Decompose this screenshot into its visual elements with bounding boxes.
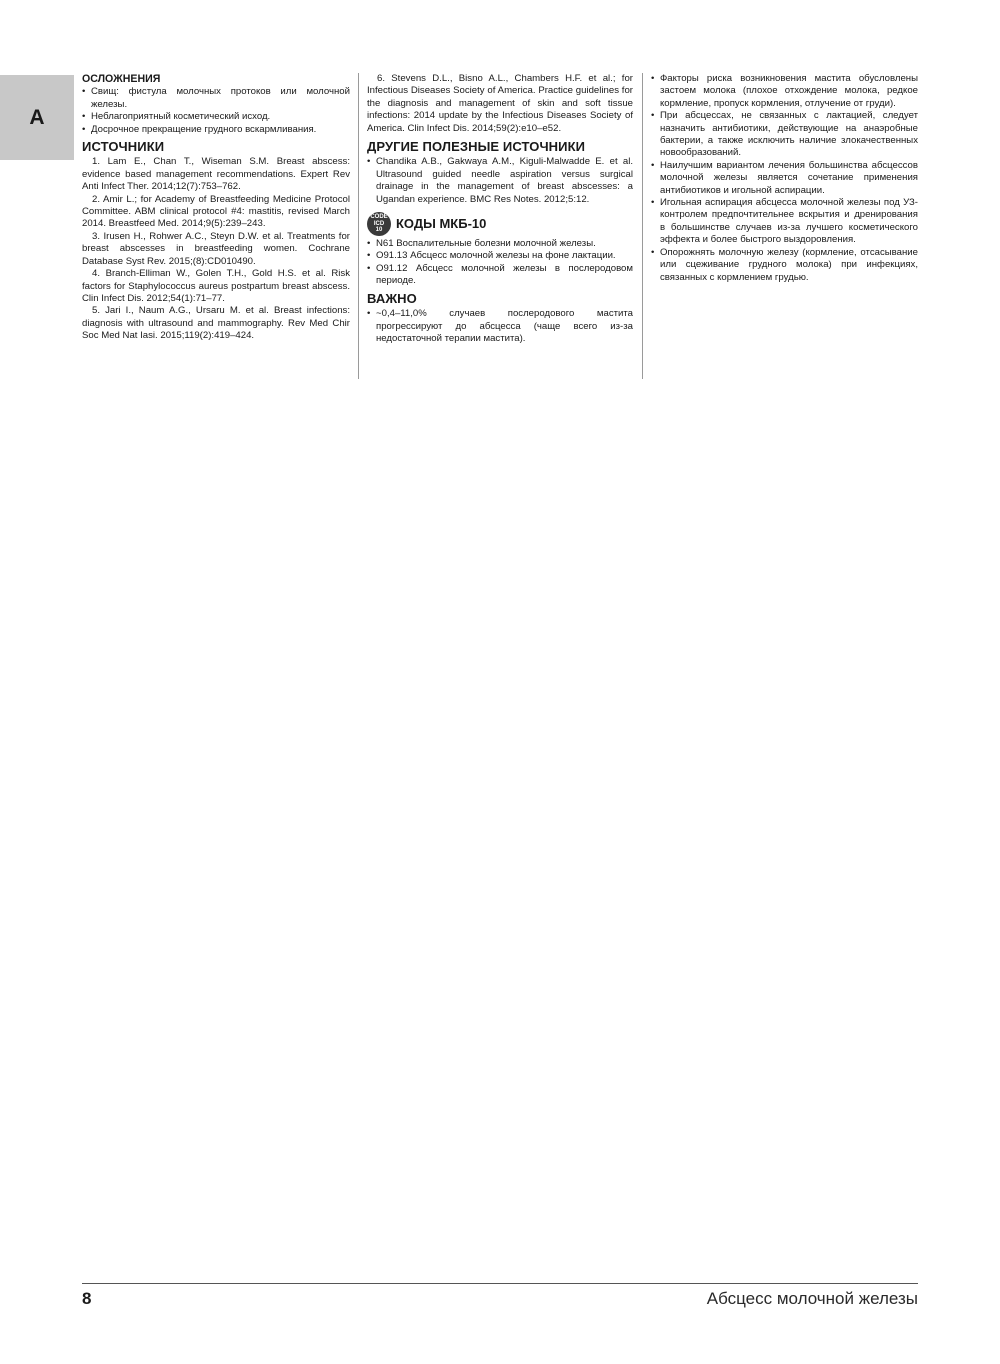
list-item: • Игольная аспирация абсцесса молочной железы под УЗ-контролем предпочтительнее вскрытия и дренирования в большинстве случаев из-за лучшего косметического эффекта и более быстрого выздоровления.	[651, 197, 918, 247]
icd-icon-line: 10	[375, 227, 383, 234]
list-item: • Наилучшим вариантом лечения большинства абсцессов молочной железы является сочетание применения антибиотиков и игольной аспирации.	[651, 160, 918, 197]
list-item: • Факторы риска возникновения мастита обусловлены застоем молока (плохое отхождение молока, редкое кормление, пропуск кормления, отлучение от груди).	[651, 73, 918, 110]
list-item: • Chandika A.B., Gakwaya A.M., Kiguli-Malwadde E. et al. Ultrasound guided needle aspiration versus surgical drainage in the management of breast abscesses: a Ugandan experience. BMC Res Notes. 2012;5:12.	[367, 156, 633, 206]
complications-list	[82, 86, 350, 136]
list-item: • Опорожнять молочную железу (кормление, отсасывание или сцеживание грудного молока) при инфекциях, связанных с кормлением грудью.	[651, 247, 918, 284]
list-item: • O91.12 Абсцесс молочной железы в послеродовом периоде.	[367, 263, 633, 288]
list-item: • N61 Воспалительные болезни молочной железы.	[367, 238, 633, 250]
column-1	[82, 73, 350, 343]
list-item: • Свищ: фистула молочных протоков или молочной железы.	[82, 86, 350, 111]
section-tab	[0, 75, 74, 160]
icd-heading	[367, 212, 633, 236]
reference-item: 5. Jari I., Naum A.G., Ursaru M. et al. Breast infections: diagnosis with ultrasound and mammography. Rev Med Chir Soc Med Nat Iasi. 2015;119(2):419–424.	[82, 305, 350, 342]
sources-heading: ИСТОЧНИКИ	[82, 139, 165, 155]
list-item: • При абсцессах, не связанных с лактацией, следует назначить антибиотики, действующие на анаэробные бактерии, а также исключить наличие злокачественных новообразований.	[651, 110, 918, 160]
reference-item: 6. Stevens D.L., Bisno A.L., Chambers H.F. et al.; for Infectious Diseases Society of America. Practice guidelines for the diagnosis and management of skin and soft tissue infections: 2014 update by the Infectious Diseases Society of America. Clin Infect Dis. 2014;59(2):e10–e52.	[367, 73, 633, 134]
column-2	[367, 73, 633, 345]
other-sources-list	[367, 156, 633, 206]
column-divider	[358, 73, 359, 379]
section-letter: А	[29, 105, 45, 129]
icd-title: КОДЫ МКБ-10	[396, 215, 487, 231]
reference-item: 4. Branch-Elliman W., Golen T.H., Gold H.S. et al. Risk factors for Staphylococcus aureus postpartum breast abscess. Clin Infect Dis. 2012;54(1):71–77.	[82, 268, 350, 304]
list-item: • O91.13 Абсцесс молочной железы на фоне лактации.	[367, 250, 633, 262]
list-item: • ~0,4–11,0% случаев послеродового мастита прогрессируют до абсцесса (чаще всего из-за недостаточной терапии мастита).	[367, 308, 633, 345]
page-number: 8	[82, 1289, 92, 1308]
other-sources-heading: ДРУГИЕ ПОЛЕЗНЫЕ ИСТОЧНИКИ	[367, 139, 586, 155]
reference-item: 2. Amir L.; for Academy of Breastfeeding Medicine Protocol Committee. ABM clinical protocol #4: mastitis, revised March 2014. Breastfeed Med. 2014;9(5):239–243.	[82, 193, 350, 230]
column-3	[651, 73, 918, 284]
column-divider	[642, 73, 643, 379]
icd-code-icon	[367, 212, 391, 236]
list-item: • Досрочное прекращение грудного вскармливания.	[82, 124, 350, 136]
complications-heading: ОСЛОЖНЕНИЯ	[82, 73, 161, 85]
icd-icon-line: ICD	[373, 220, 385, 227]
list-item: • Неблагоприятный косметический исход.	[82, 111, 350, 123]
footer-divider	[82, 1283, 918, 1284]
reference-item: 3. Irusen H., Rohwer A.C., Steyn D.W. et al. Treatments for breast abscesses in breastfeeding women. Cochrane Database Syst Rev. 2015;(8):CD010490.	[82, 230, 350, 267]
reference-item: 1. Lam E., Chan T., Wiseman S.M. Breast abscess: evidence based management recommendations. Expert Rev Anti Infect Ther. 2014;12(7):753–762.	[82, 156, 350, 193]
notes-list	[651, 73, 918, 284]
important-list	[367, 308, 633, 345]
footer-title: Абсцесс молочной железы	[706, 1289, 918, 1308]
important-heading: ВАЖНО	[367, 290, 417, 306]
icd-codes-list	[367, 238, 633, 288]
icd-icon-line: CODE	[370, 214, 388, 221]
